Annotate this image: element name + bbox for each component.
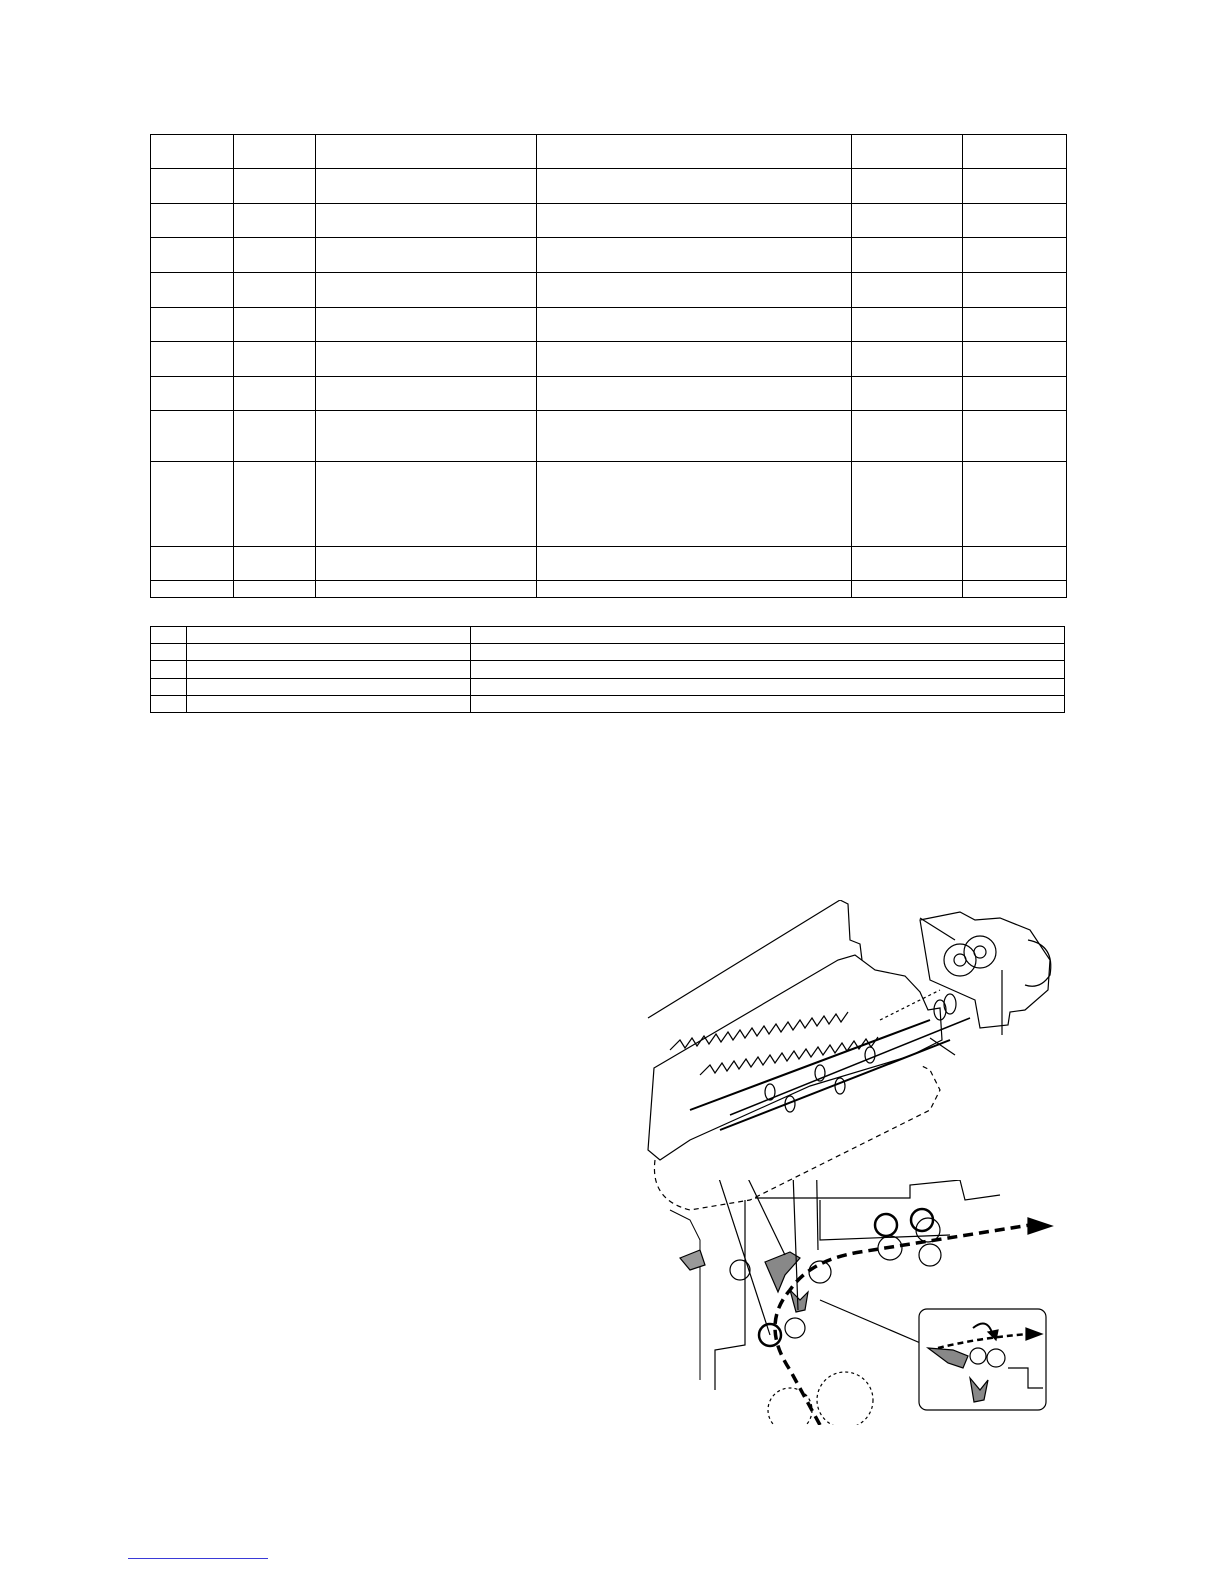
table-row: [151, 547, 1067, 581]
table-row: [151, 169, 1067, 204]
table-row: [151, 679, 1065, 696]
table-row: [151, 238, 1067, 273]
legend-table: [150, 626, 1065, 713]
table-row: [151, 273, 1067, 308]
footer-rule: [128, 1558, 268, 1559]
table-row: [151, 377, 1067, 411]
table-row: [151, 581, 1067, 598]
table-row: [151, 696, 1065, 713]
table-header-row: [151, 135, 1067, 169]
table-row: [151, 627, 1065, 644]
table-row: [151, 411, 1067, 462]
table-row: [151, 661, 1065, 679]
detail-inset: [918, 1308, 1048, 1412]
table-row: [151, 342, 1067, 377]
table-row: [151, 644, 1065, 661]
table-row: [151, 204, 1067, 238]
table-row: [151, 308, 1067, 342]
table-row: [151, 462, 1067, 547]
main-table: [150, 134, 1067, 598]
